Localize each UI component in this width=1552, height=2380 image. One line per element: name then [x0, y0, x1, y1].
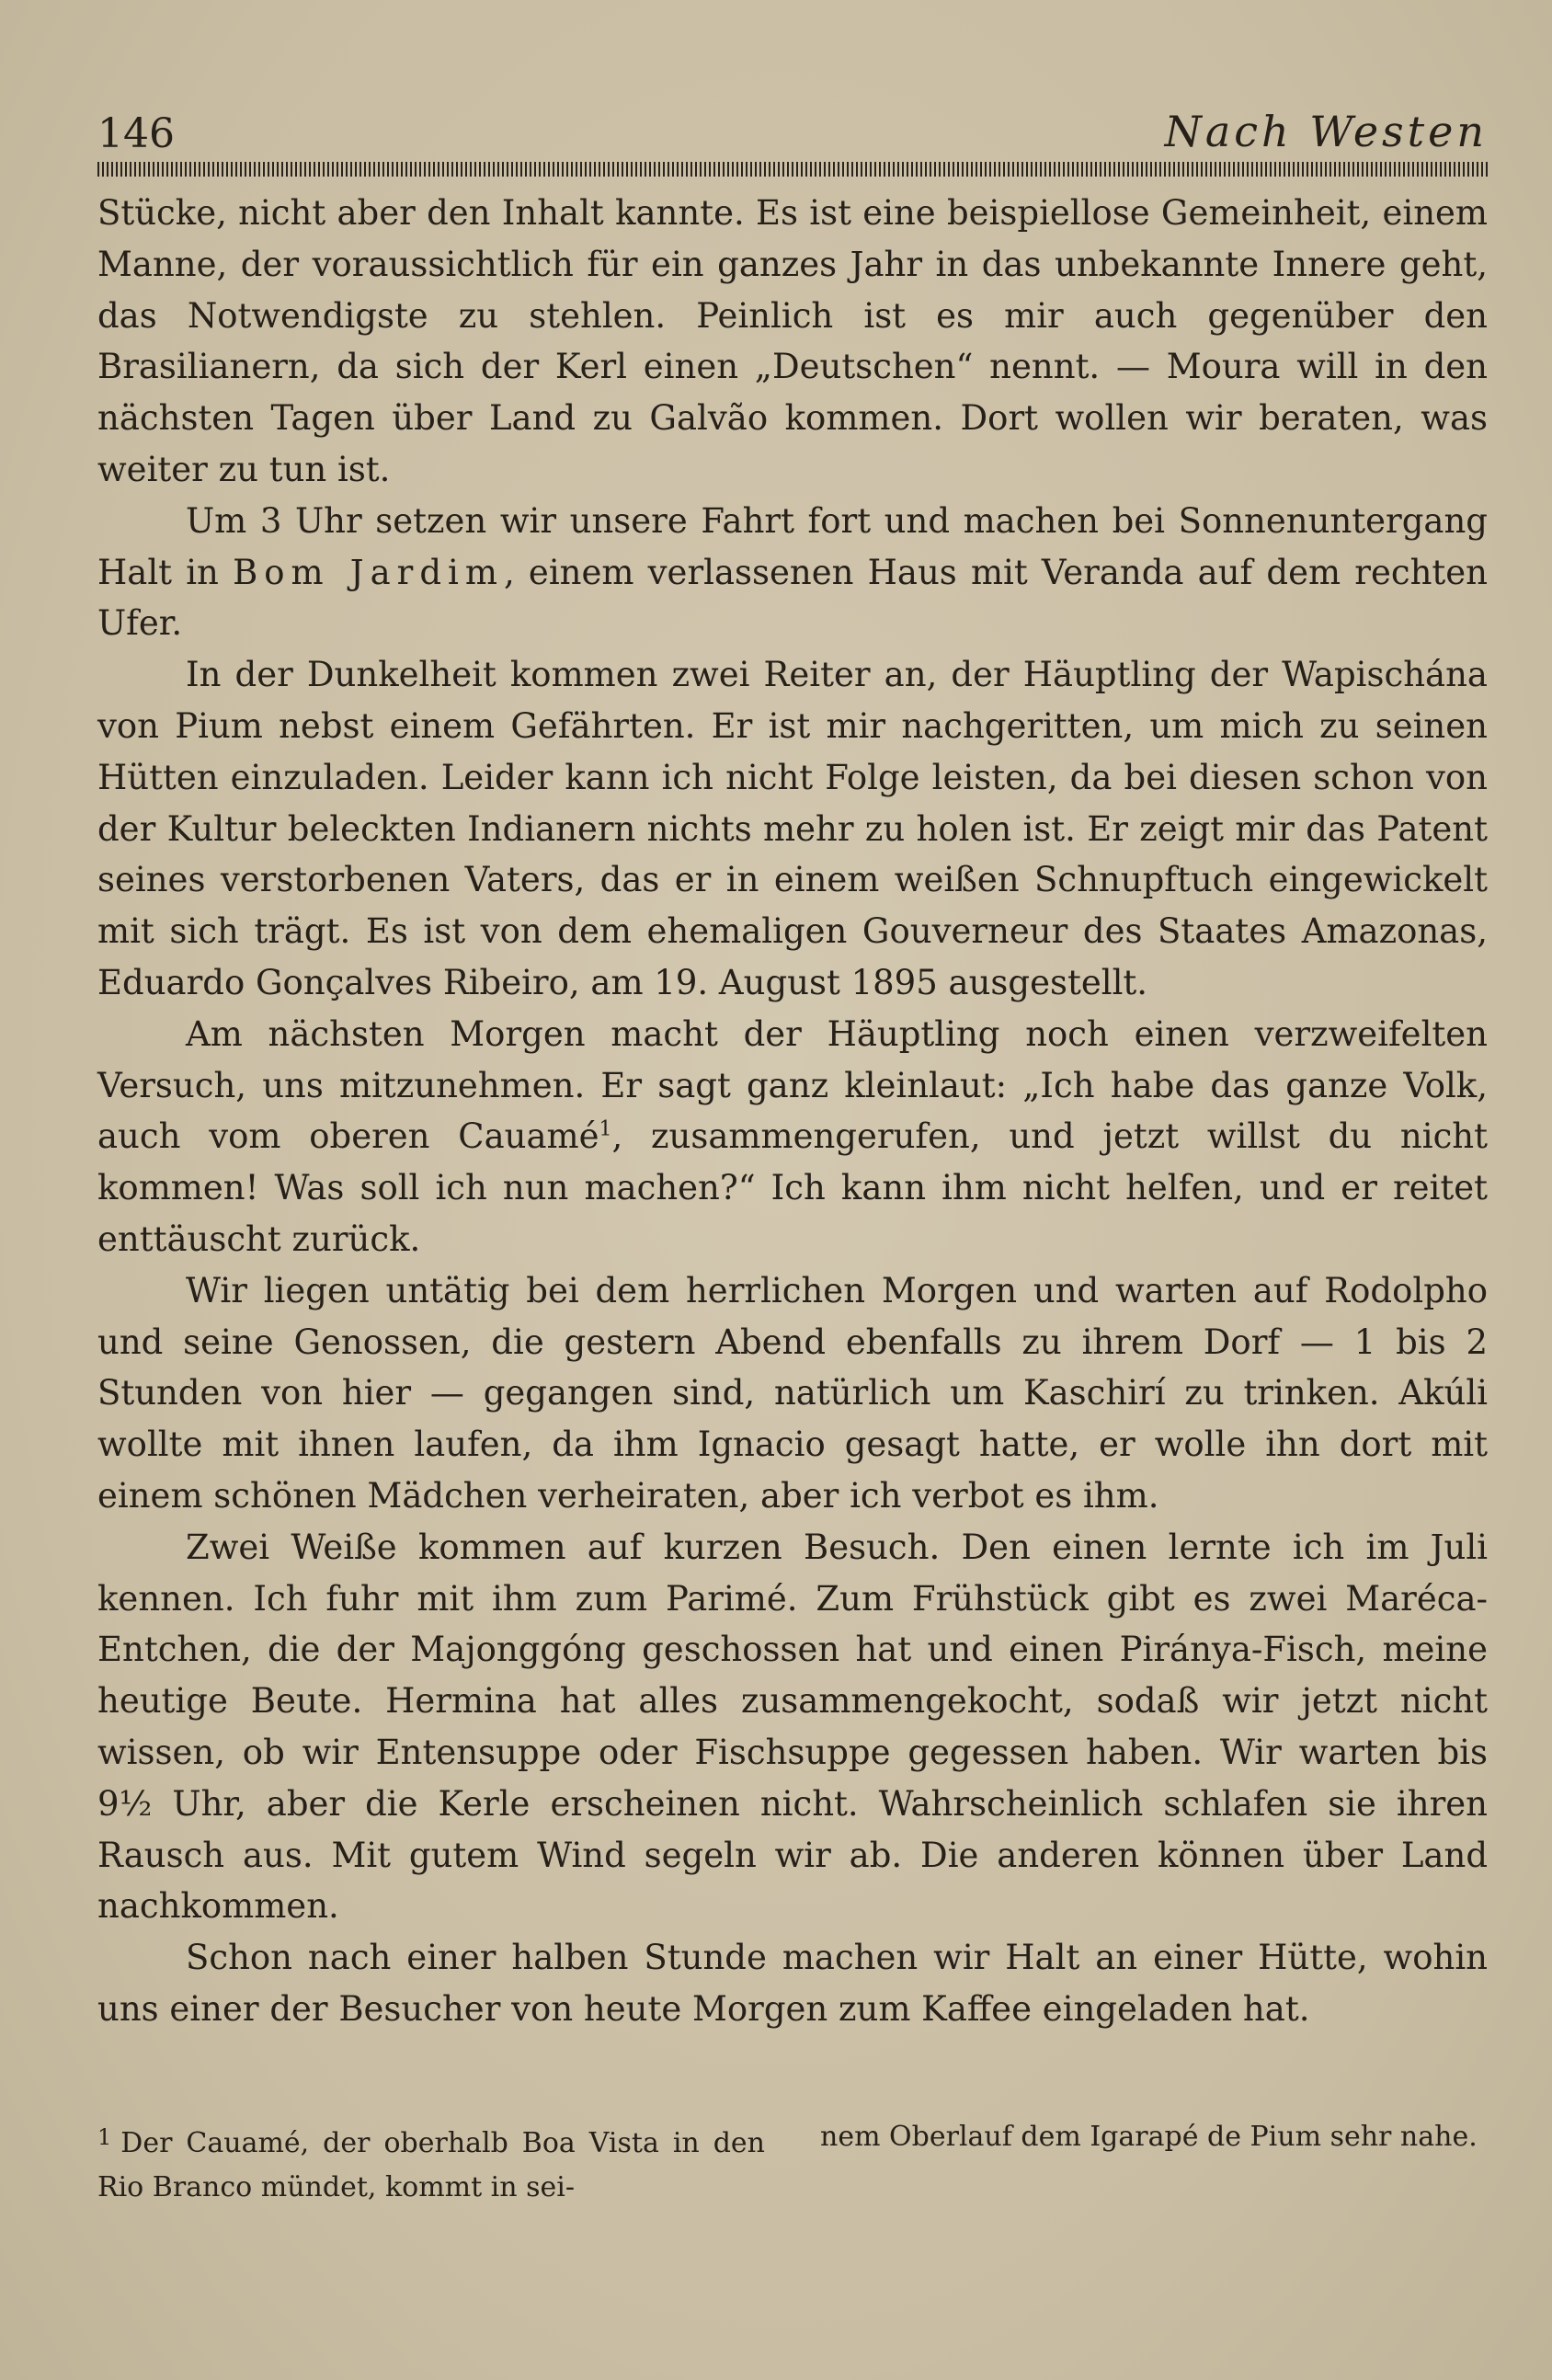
paragraph-6-text-a: Zwei Weiße kommen auf kurzen Besuch. Den einen lernte ich im Juli kennen. Ich fuhr mit ihm zum Parimé. Zum Frühstück gibt es zwei Maréca-Entchen, die der Majonggóng geschossen hat und einen Piránya-Fisch, meine heutige Beute. Hermina hat alles zusammengekocht, sodaß wir jetzt nicht wissen, ob wir Entensuppe oder Fischsuppe gegessen haben. Wir warten bis	[97, 1527, 1488, 1772]
paragraph-3: In der Dunkelheit kommen zwei Reiter an, der Häuptling der Wapischána von Pium nebst einem Gefährten. Er ist mir nachgeritten, um mich zu seinen Hütten einzuladen. Leider kann ich nicht Folge leisten, da bei diesen schon von der Kultur beleckten Indianern nichts mehr zu holen ist. Er zeigt mir das Patent seines verstorbenen Vaters, das er in einem weißen Schnupftuch eingewickelt mit sich trägt. Es ist von dem ehemaligen Gouverneur des Staates Amazonas, Eduardo Gonçalves Ribeiro, am 19. August 1895 ausgestellt.	[97, 655, 1488, 1002]
paragraph-1: Stücke, nicht aber den Inhalt kannte. Es ist eine beispiellose Gemeinheit, einem Manne, der voraussichtlich für ein ganzes Jahr in das unbekannte Innere geht, das Notwendigste zu stehlen. Peinlich ist es mir auch gegenüber den Brasilianern, da sich der Kerl einen „Deutschen“ nennt. — Moura will in den nächsten Tagen über Land zu Galvão kommen. Dort wollen wir beraten, was weiter zu tun ist.	[97, 193, 1488, 489]
footnote-1	[97, 2115, 765, 2210]
footnote-column-1	[97, 2115, 765, 2210]
paragraph-4-text-b: , zusammengerufen, und jetzt willst du nicht kommen! Was soll ich nun machen?“ Ich kann ihm nicht helfen, und er reitet enttäuscht zurück.	[97, 1116, 1488, 1259]
paragraph-4-text-a: Am nächsten Morgen macht der Häuptling noch einen verzweifelten Versuch, uns mitzunehmen. Er sagt ganz kleinlaut: „Ich habe das ganze Volk, auch vom oberen Cauamé	[97, 1013, 1488, 1157]
place-name-bom-jardim: Bom Jardim	[233, 552, 504, 592]
footnote-text-1: Der Cauamé, der oberhalb Boa Vista in den Rio Branco mündet, kommt in sei-	[97, 2127, 765, 2203]
paragraph-4	[97, 1009, 1488, 1265]
paragraph-6-text-b: Uhr, aber die Kerle erscheinen nicht. Wahrscheinlich schlafen sie ihren Rausch aus. Mit gutem Wind segeln wir ab. Die anderen können über Land nachkommen.	[97, 1783, 1488, 1927]
page-header	[97, 109, 1488, 164]
time-value: 9½	[97, 1783, 153, 1824]
footnote-reference: 1	[599, 1118, 612, 1142]
page-number: 146	[97, 110, 175, 157]
footnote-mark: 1	[97, 2124, 112, 2150]
footnotes	[97, 2115, 1488, 2210]
paragraph-6	[97, 1522, 1488, 1932]
paragraph-7: Schon nach einer halben Stunde machen wir Halt an einer Hütte, wohin uns einer der Besucher von heute Morgen zum Kaffee eingeladen hat.	[97, 1938, 1488, 2029]
footnote-text-2: nem Oberlauf dem Igarapé de Pium sehr nahe.	[820, 2121, 1478, 2153]
paragraph-5: Wir liegen untätig bei dem herrlichen Morgen und warten auf Rodolpho und seine Genossen, die gestern Abend ebenfalls zu ihrem Dorf — 1 bis 2 Stunden von hier — gegangen sind, natürlich um Kaschirí zu trinken. Akúli wollte mit ihnen laufen, da ihm Ignacio gesagt hatte, er wolle ihn dort mit einem schönen Mädchen verheiraten, aber ich verbot es ihm.	[97, 1270, 1488, 1516]
running-title: Nach Westen	[1164, 107, 1488, 156]
paragraph-2	[97, 496, 1488, 649]
body-text	[97, 188, 1488, 2035]
paragraph-2-text-a: Um 3 Uhr setzen wir unsere Fahrt fort und machen bei Sonnenuntergang Halt in	[97, 500, 1488, 592]
header-rule	[97, 162, 1488, 177]
footnote-column-2	[820, 2115, 1488, 2210]
paragraph-2-text-b: , einem verlassenen Haus mit Veranda auf dem rechten Ufer.	[97, 552, 1488, 644]
